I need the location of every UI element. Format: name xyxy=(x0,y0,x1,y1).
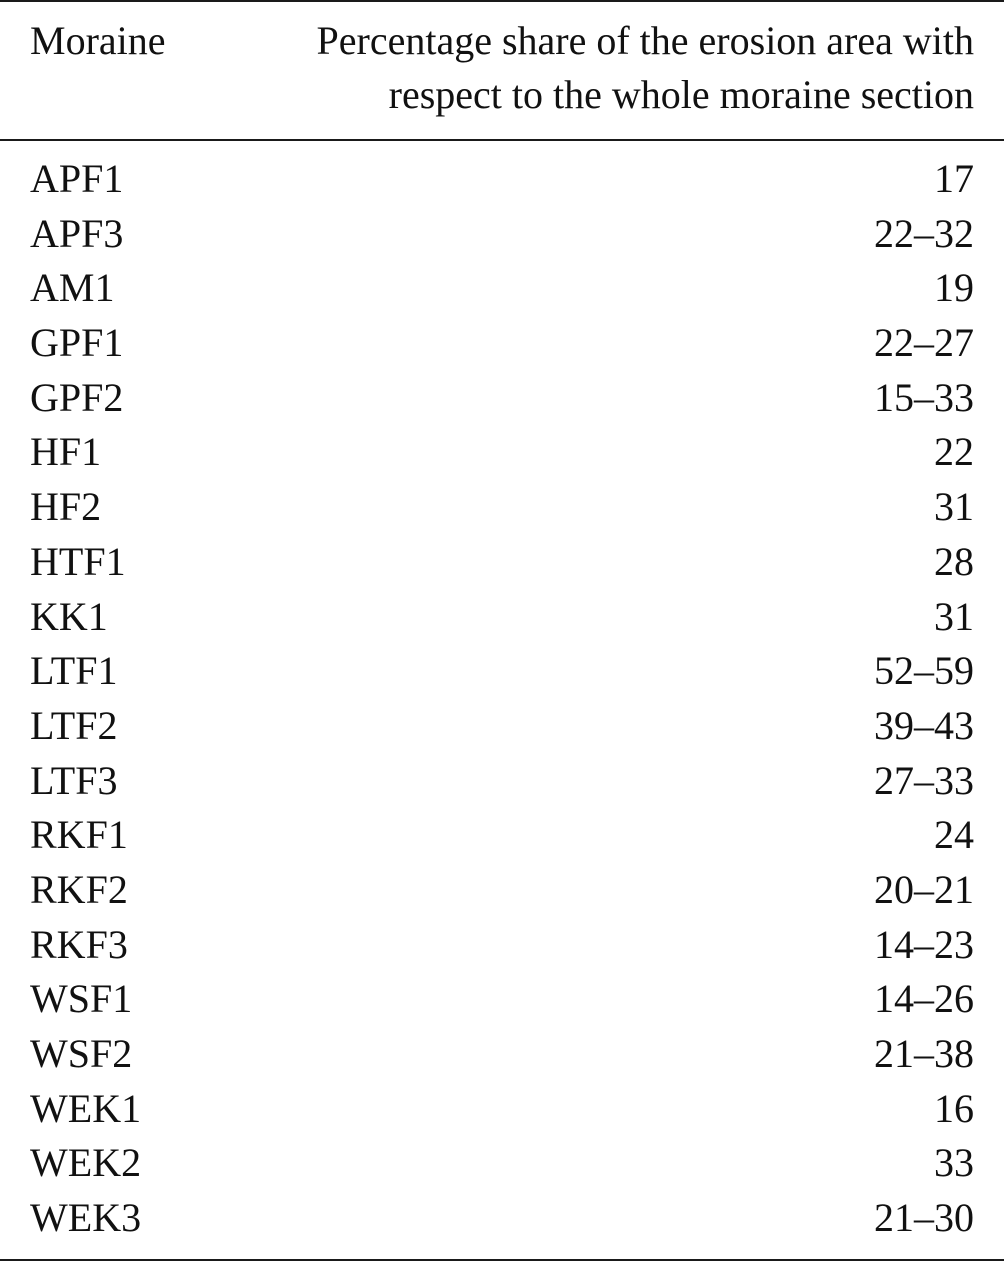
table-row xyxy=(0,1082,1004,1137)
table-row xyxy=(0,808,1004,863)
share-cell: 15–33 xyxy=(874,374,974,420)
moraine-cell: APF3 xyxy=(30,210,124,256)
header-percentage-share-line1: Percentage share of the erosion area with xyxy=(316,18,974,63)
table-row xyxy=(0,590,1004,645)
moraine-cell: LTF1 xyxy=(30,648,118,694)
table-row xyxy=(0,699,1004,754)
moraine-cell: WSF2 xyxy=(30,1031,133,1076)
bottom-rule xyxy=(0,1259,1004,1261)
share-cell: 31 xyxy=(934,484,974,530)
share-cell: 21–38 xyxy=(874,1031,974,1076)
moraine-cell: AM1 xyxy=(30,265,115,311)
table-row xyxy=(0,152,1004,207)
table-row xyxy=(0,1191,1004,1246)
share-cell: 16 xyxy=(934,1085,974,1131)
moraine-cell: GPF2 xyxy=(30,374,124,420)
share-cell: 33 xyxy=(934,1140,974,1186)
table-row xyxy=(0,535,1004,590)
share-cell: 31 xyxy=(934,593,974,639)
moraine-cell: APF1 xyxy=(30,156,124,201)
header-percentage-share xyxy=(214,14,974,122)
moraine-cell: WEK3 xyxy=(30,1195,142,1241)
table-row xyxy=(0,480,1004,535)
share-cell: 22 xyxy=(934,429,974,475)
top-rule xyxy=(0,0,1004,2)
moraine-cell: GPF1 xyxy=(30,320,124,366)
table-row xyxy=(0,918,1004,973)
share-cell: 19 xyxy=(934,265,974,311)
share-cell: 28 xyxy=(934,538,974,584)
share-cell: 17 xyxy=(934,156,974,201)
moraine-cell: RKF3 xyxy=(30,921,128,967)
header-moraine: Moraine xyxy=(30,18,166,63)
moraine-cell: HTF1 xyxy=(30,538,126,584)
share-cell: 14–26 xyxy=(874,976,974,1022)
table-row xyxy=(0,371,1004,426)
table-row xyxy=(0,972,1004,1027)
share-cell: 52–59 xyxy=(874,648,974,694)
moraine-cell: WEK2 xyxy=(30,1140,142,1186)
share-cell: 24 xyxy=(934,812,974,858)
table-row xyxy=(0,644,1004,699)
share-cell: 21–30 xyxy=(874,1195,974,1241)
moraine-cell: LTF3 xyxy=(30,757,118,803)
table-row xyxy=(0,1027,1004,1082)
moraine-cell: WEK1 xyxy=(30,1085,142,1131)
moraine-cell: RKF1 xyxy=(30,812,128,858)
table-row xyxy=(0,207,1004,262)
share-cell: 39–43 xyxy=(874,702,974,748)
table-row xyxy=(0,863,1004,918)
table-row xyxy=(0,754,1004,809)
share-cell: 22–32 xyxy=(874,210,974,256)
moraine-cell: RKF2 xyxy=(30,866,128,912)
table-row xyxy=(0,316,1004,371)
moraine-cell: HF2 xyxy=(30,484,102,530)
table-body xyxy=(0,152,1004,1246)
moraine-cell: HF1 xyxy=(30,429,102,475)
moraine-cell: LTF2 xyxy=(30,702,118,748)
share-cell: 22–27 xyxy=(874,320,974,366)
share-cell: 20–21 xyxy=(874,866,974,912)
share-cell: 27–33 xyxy=(874,757,974,803)
moraine-cell: WSF1 xyxy=(30,976,133,1022)
header-percentage-share-line2: respect to the whole moraine section xyxy=(388,72,974,117)
header-rule xyxy=(0,139,1004,141)
table-row xyxy=(0,261,1004,316)
table-row xyxy=(0,425,1004,480)
share-cell: 14–23 xyxy=(874,921,974,967)
table-row xyxy=(0,1136,1004,1191)
moraine-cell: KK1 xyxy=(30,593,108,639)
